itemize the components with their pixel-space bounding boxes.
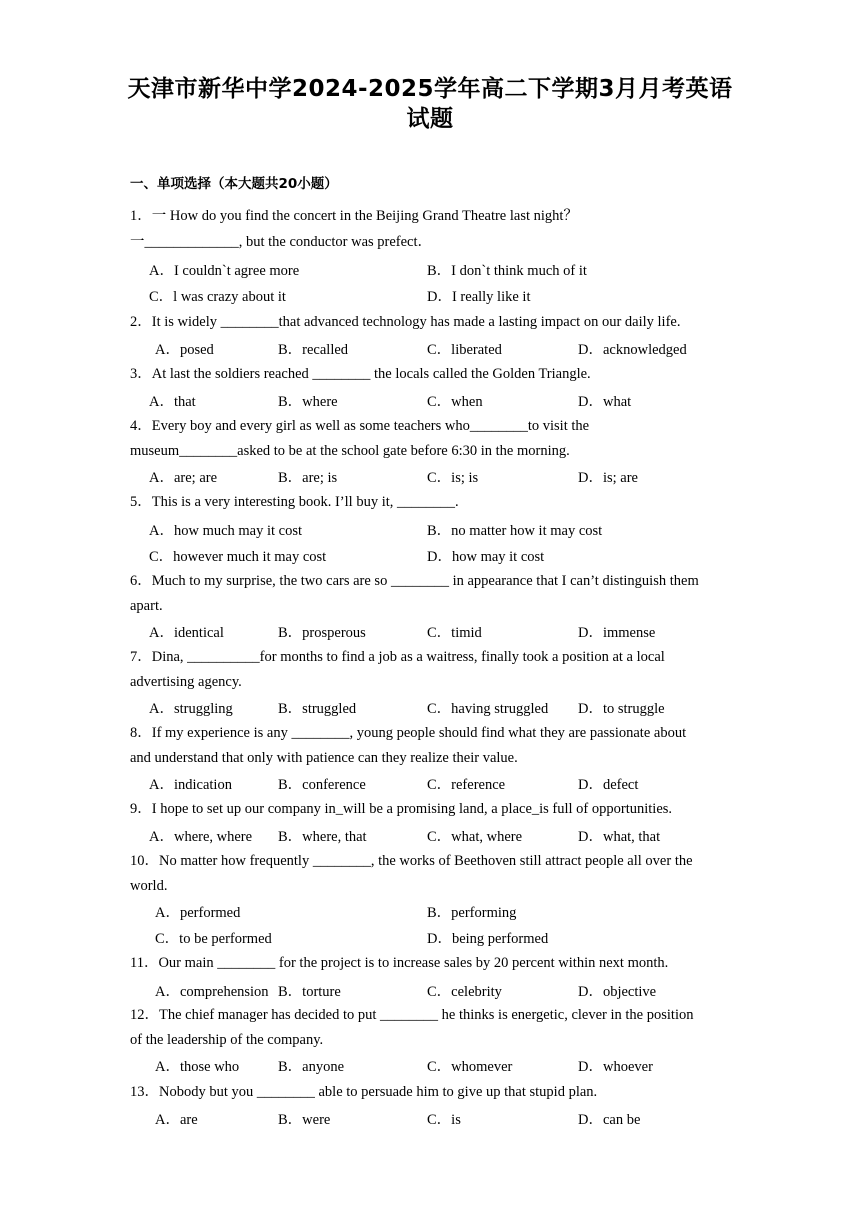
question-4-text-line-1: 4．Every boy and every girl as well as some teachers who________to visit the <box>130 418 590 434</box>
question-13-option-d: D．can be <box>578 1112 641 1128</box>
question-11-option-b: B．torture <box>278 984 341 1000</box>
question-9-option-b: B．where, that <box>278 829 367 845</box>
question-8-text-line-2: and understand that only with patience can they realize their value. <box>130 750 518 766</box>
question-11-option-a: A．comprehension <box>155 984 269 1000</box>
question-9-option-a: A．where, where <box>149 829 253 845</box>
question-12-option-b: B．anyone <box>278 1059 345 1075</box>
question-1-option-a: A．I couldn`t agree more <box>149 263 300 279</box>
question-6-option-c: C．timid <box>427 625 482 641</box>
question-9-text-line-1: 9．I hope to set up our company in_will be a promising land, a place_is full of opportunities. <box>130 801 673 817</box>
question-6-option-d: D．immense <box>578 625 656 641</box>
question-8-text-line-1: 8．If my experience is any ________, young people should find what they are passionate about <box>130 725 687 741</box>
question-1-option-b: B．I don`t think much of it <box>427 263 587 279</box>
question-8-option-c: C．reference <box>427 777 506 793</box>
document-title-line-2: 试题 <box>406 106 454 132</box>
question-7-option-b: B．struggled <box>278 701 357 717</box>
question-5-option-a: A．how much may it cost <box>149 523 303 539</box>
document-title-line-1: 天津市新华中学2024-2025学年高二下学期3月月考英语 <box>127 76 733 102</box>
question-2-option-c: C．liberated <box>427 342 502 358</box>
question-8-option-d: D．defect <box>578 777 639 793</box>
question-12-option-d: D．whoever <box>578 1059 653 1075</box>
section-heading: 一、单项选择（本大题共20小题） <box>130 176 338 192</box>
question-12-option-c: C．whomever <box>427 1059 513 1075</box>
question-11-option-d: D．objective <box>578 984 657 1000</box>
question-1-option-c: C．l was crazy about it <box>149 289 286 305</box>
question-2-option-b: B．recalled <box>278 342 349 358</box>
question-7-text-line-1: 7．Dina, __________for months to find a job as a waitress, finally took a position at a local <box>130 649 665 665</box>
question-1-option-d: D．I really like it <box>427 289 531 305</box>
question-13-text-line-1: 13．Nobody but you ________ able to persuade him to give up that stupid plan. <box>130 1084 598 1100</box>
question-10-option-d: D．being performed <box>427 931 549 947</box>
question-10-text-line-1: 10．No matter how frequently ________, the works of Beethoven still attract people all over the <box>130 853 693 869</box>
question-6-text-line-1: 6．Much to my surprise, the two cars are so ________ in appearance that I can’t distinguish them <box>130 573 699 589</box>
question-5-option-c: C．however much it may cost <box>149 549 327 565</box>
question-8-option-b: B．conference <box>278 777 366 793</box>
question-2-text-line-1: 2．It is widely ________that advanced technology has made a lasting impact on our daily life. <box>130 314 681 330</box>
question-1-text-line-2: 一_____________, but the conductor was prefect． <box>130 234 433 250</box>
question-12-text-line-2: of the leadership of the company. <box>130 1032 324 1048</box>
question-3-option-d: D．what <box>578 394 632 410</box>
question-3-option-c: C．when <box>427 394 483 410</box>
question-6-option-b: B．prosperous <box>278 625 366 641</box>
question-13-option-b: B．were <box>278 1112 331 1128</box>
question-8-option-a: A．indication <box>149 777 232 793</box>
question-3-option-a: A．that <box>149 394 196 410</box>
question-5-option-b: B．no matter how it may cost <box>427 523 603 539</box>
question-4-option-c: C．is; is <box>427 470 479 486</box>
question-9-option-c: C．what, where <box>427 829 523 845</box>
question-3-text-line-1: 3．At last the soldiers reached ________ the locals called the Golden Triangle. <box>130 366 591 382</box>
question-7-text-line-2: advertising agency. <box>130 674 242 690</box>
question-12-text-line-1: 12．The chief manager has decided to put ________ he thinks is energetic, clever in the position <box>130 1007 694 1023</box>
question-6-option-a: A．identical <box>149 625 224 641</box>
question-2-option-a: A．posed <box>155 342 214 358</box>
question-13-option-a: A．are <box>155 1112 198 1128</box>
question-5-option-d: D．how may it cost <box>427 549 545 565</box>
question-1-text-line-1: 1．一 How do you find the concert in the Beijing Grand Theatre last night？ <box>130 208 578 224</box>
question-10-option-c: C．to be performed <box>155 931 272 947</box>
question-7-option-d: D．to struggle <box>578 701 665 717</box>
question-11-option-c: C．celebrity <box>427 984 502 1000</box>
question-10-text-line-2: world. <box>130 878 168 894</box>
question-11-text-line-1: 11．Our main ________ for the project is to increase sales by 20 percent within next month. <box>130 955 669 971</box>
question-5-text-line-1: 5．This is a very interesting book. I’ll buy it, ________. <box>130 494 459 510</box>
question-3-option-b: B．where <box>278 394 338 410</box>
question-2-option-d: D．acknowledged <box>578 342 687 358</box>
question-6-text-line-2: apart. <box>130 598 163 614</box>
question-10-option-a: A．performed <box>155 905 241 921</box>
question-9-option-d: D．what, that <box>578 829 661 845</box>
question-4-option-d: D．is; are <box>578 470 638 486</box>
question-4-option-a: A．are; are <box>149 470 218 486</box>
question-7-option-c: C．having struggled <box>427 701 549 717</box>
question-13-option-c: C．is <box>427 1112 461 1128</box>
question-7-option-a: A．struggling <box>149 701 233 717</box>
question-4-option-b: B．are; is <box>278 470 338 486</box>
question-12-option-a: A．those who <box>155 1059 240 1075</box>
question-10-option-b: B．performing <box>427 905 517 921</box>
question-4-text-line-2: museum________asked to be at the school gate before 6:30 in the morning. <box>130 443 570 459</box>
